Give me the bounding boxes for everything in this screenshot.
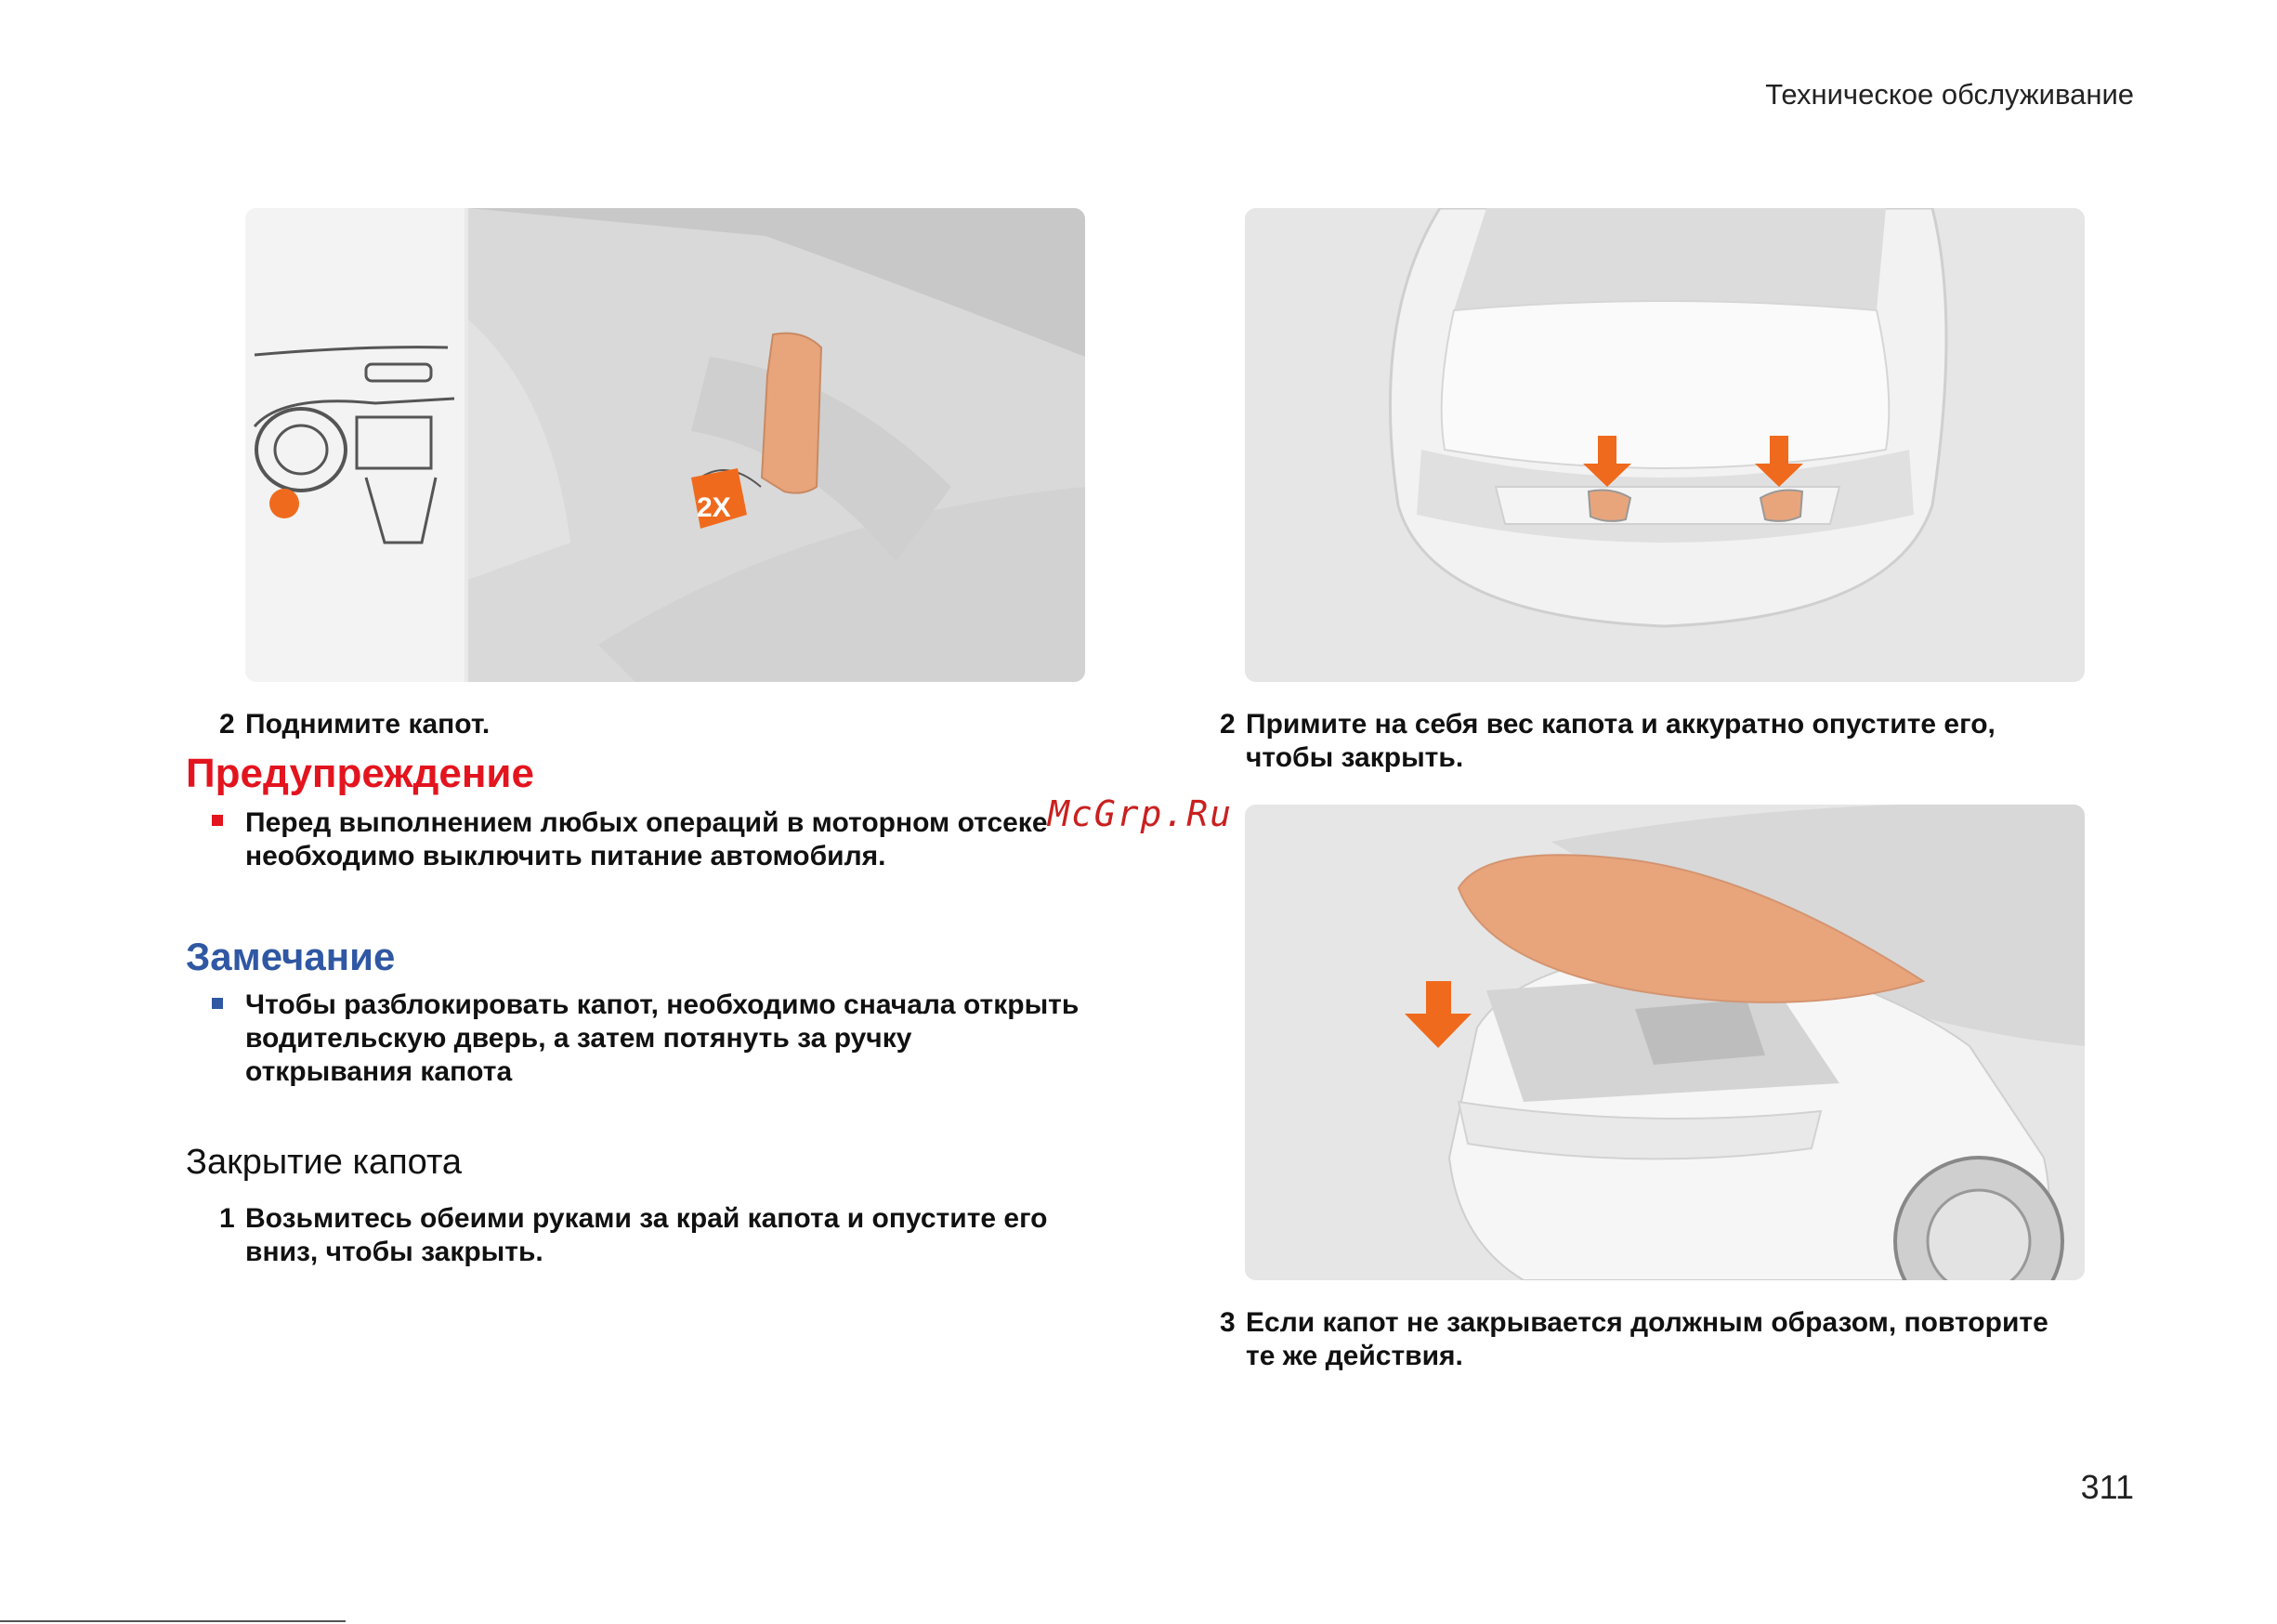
warning-bullet-text: Перед выполнением любых операций в моторном отсеке необходимо выключить питание автомобиля. [245, 807, 1048, 871]
left-step-2 [219, 708, 1063, 741]
hood-closing-figure [1245, 805, 2085, 1280]
car-side-illustration [1245, 805, 2085, 1280]
repeat-label: 2X [697, 492, 731, 523]
hood-lowering-figure [1245, 208, 2085, 682]
step-number: 2 [219, 709, 235, 740]
warning-heading: Предупреждение [186, 751, 534, 796]
step-text: Поднимите капот. [245, 709, 491, 740]
right-step-3 [1220, 1306, 2082, 1373]
step-number: 3 [1220, 1307, 1236, 1338]
closing-heading: Закрытие капота [186, 1143, 463, 1182]
note-bullet-text: Чтобы разблокировать капот, необходимо сначала открыть водительскую дверь, а затем потянуть за ручку открывания капота [245, 989, 1080, 1087]
step-text: Возьмитесь обеими руками за край капота и опустите его вниз, чтобы закрыть. [245, 1203, 1048, 1267]
warning-bullet-marker [212, 815, 223, 826]
step-text: Если капот не закрывается должным образом, повторите те же действия. [1246, 1307, 2048, 1371]
car-front-illustration [1245, 208, 2085, 682]
note-heading: Замечание [186, 935, 396, 978]
watermark: McGrp.Ru [1048, 793, 1234, 834]
hood-release-illustration [245, 208, 1085, 682]
page-number: 311 [2080, 1468, 2134, 1506]
step-number: 2 [1220, 709, 1236, 740]
step-text: Примите на себя вес капота и аккуратно опустите его, чтобы закрыть. [1246, 709, 1996, 773]
bottom-rule [0, 1620, 346, 1622]
step-number: 1 [219, 1203, 235, 1234]
left-step-1 [219, 1202, 1063, 1269]
right-step-2 [1220, 708, 2082, 775]
note-bullet-marker [212, 998, 223, 1009]
hood-release-figure [245, 208, 1085, 682]
running-header: Техническое обслуживание [1765, 78, 2134, 111]
